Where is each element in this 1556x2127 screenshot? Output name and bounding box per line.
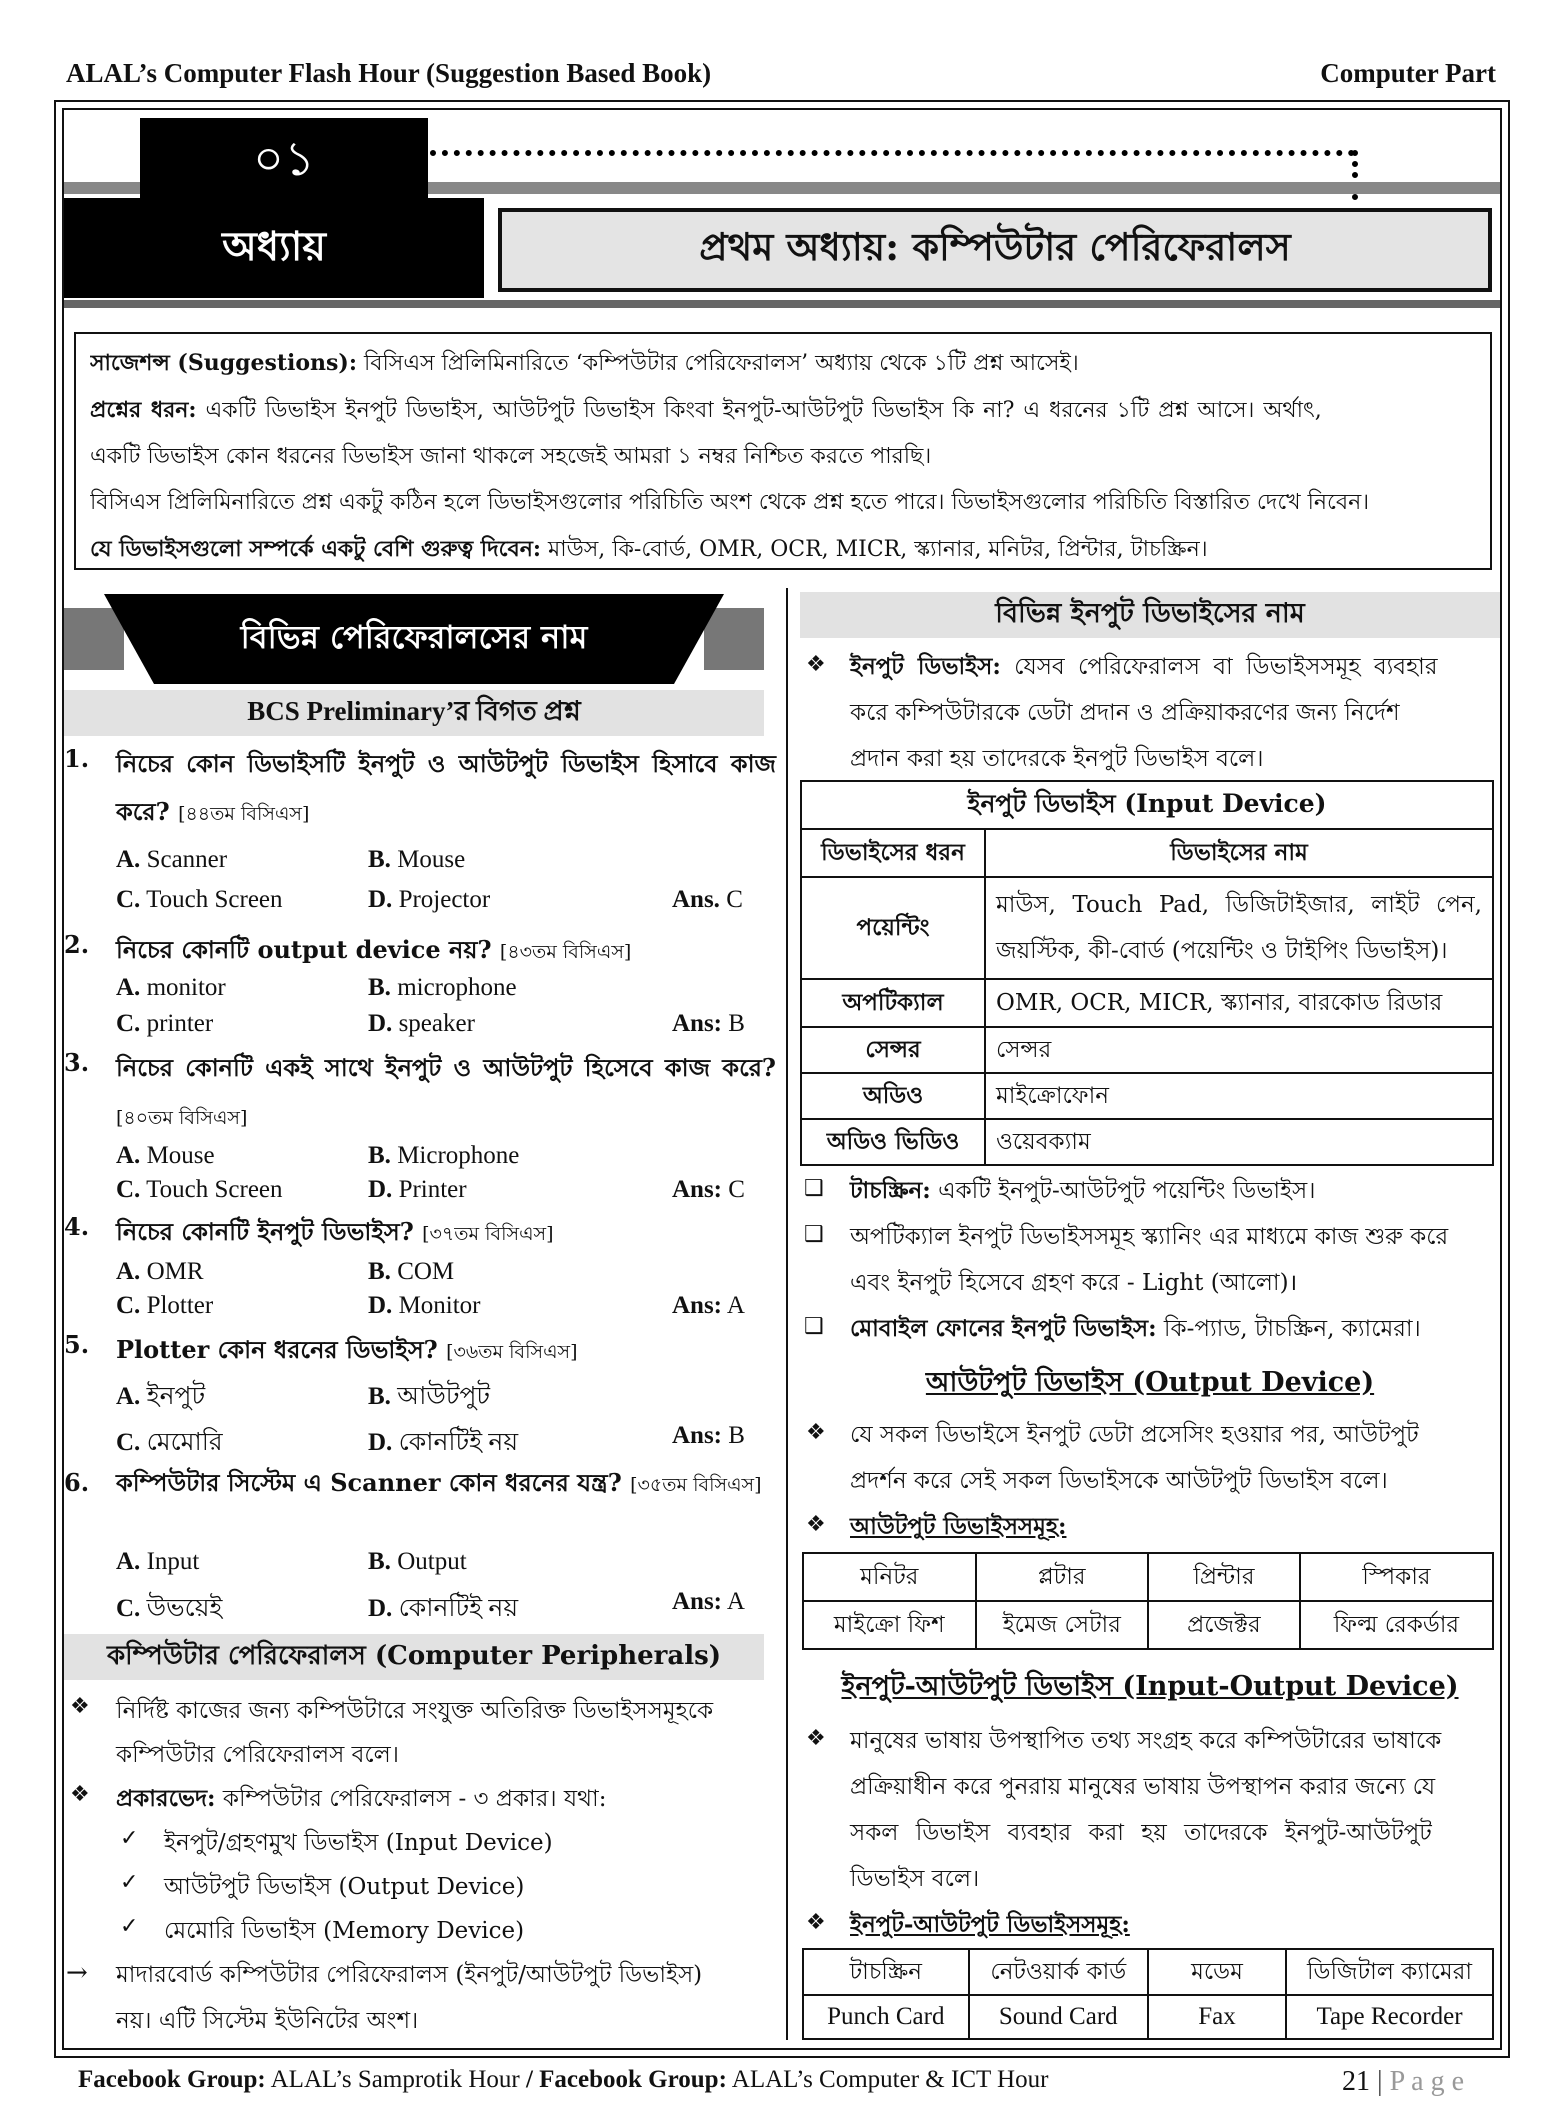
- question-number: 6.: [64, 1468, 90, 1497]
- question-number: 1.: [64, 744, 90, 773]
- check-icon: ✓: [120, 1870, 139, 1895]
- question-1: [64, 740, 774, 840]
- diamond-bullet-icon: ❖: [806, 652, 826, 677]
- option-a: A. Mouse: [116, 1142, 215, 1169]
- question-4: [64, 1208, 774, 1256]
- io-definition-line-4: ডিভাইস বলে।: [850, 1866, 980, 1892]
- diamond-bullet-icon: ❖: [806, 1420, 826, 1445]
- output-device-title: আউটপুট ডিভাইস (Output Device): [925, 1367, 1375, 1398]
- question-type-label: প্রশ্নের ধরন:: [90, 397, 197, 423]
- page-word: P a g e: [1389, 2066, 1464, 2097]
- table-cell: ফিল্ম রেকর্ডার: [1300, 1601, 1493, 1649]
- question-tag: [৪৩তম বিসিএস]: [499, 941, 632, 963]
- table-cell: টাচস্ক্রিন: [803, 1949, 969, 1995]
- suggestion-text: বিসিএস প্রিলিমিনারিতে ‘কম্পিউটার পেরিফেরালস’ অধ্যায় থেকে ১টি প্রশ্ন আসেই।: [356, 351, 1079, 376]
- option-a: A. monitor: [116, 974, 226, 1001]
- table-cell: প্রিন্টার: [1148, 1553, 1300, 1601]
- chapter-title: প্রথম অধ্যায়: কম্পিউটার পেরিফেরালস: [498, 208, 1492, 292]
- table-row: [801, 877, 1493, 979]
- optical-note-line-1: অপটিক্যাল ইনপুট ডিভাইসসমূহ স্ক্যানিং এর মাধ্যমে কাজ শুরু করে: [850, 1224, 1449, 1250]
- table-caption: ইনপুট ডিভাইস (Input Device): [801, 781, 1493, 829]
- touchscreen-note: টাচস্ক্রিন: একটি ইনপুট-আউটপুট পয়েন্টিং ডিভাইস।: [850, 1177, 1316, 1204]
- question-text: কম্পিউটার সিস্টেম এ Scanner কোন ধরনের যন্ত্র? [৩৫তম বিসিএস]: [116, 1468, 762, 1497]
- arrow-right-icon: →: [66, 1958, 88, 1988]
- footer-separator: /: [525, 2066, 533, 2093]
- table-row: [803, 1601, 1493, 1649]
- table-cell: নেটওয়ার্ক কার্ড: [969, 1949, 1148, 1995]
- table-cell: মডেম: [1148, 1949, 1286, 1995]
- suggestions-box: [74, 332, 1492, 570]
- checkbox-bullet-icon: ❑: [804, 1314, 824, 1339]
- table-header-type: ডিভাইসের ধরন: [801, 829, 985, 877]
- table-row: [803, 1553, 1493, 1601]
- option-b: B. microphone: [368, 974, 517, 1001]
- device-names: সেন্সর: [985, 1027, 1493, 1073]
- important-devices-label: যে ডিভাইসগুলো সম্পর্কে একটু বেশি গুরুত্ব দিবেন:: [90, 536, 541, 562]
- io-device-title: ইনপুট-আউটপুট ডিভাইস (Input-Output Device): [841, 1671, 1459, 1702]
- table-cell: Sound Card: [969, 1995, 1148, 2039]
- question-6: [64, 1464, 774, 1540]
- option-c: C. Touch Screen: [116, 1176, 283, 1203]
- answer: Ans: A: [672, 1588, 745, 1615]
- check-icon: ✓: [120, 1826, 139, 1851]
- option-a: A. ইনপুট: [116, 1383, 206, 1410]
- footer-page-number: 21 | P a g e: [1342, 2066, 1464, 2097]
- column-divider: [786, 588, 788, 2040]
- table-cell: মাইক্রো ফিশ: [803, 1601, 976, 1649]
- device-type: অপটিক্যাল: [801, 979, 985, 1027]
- output-definition-line-2: প্রদর্শন করে সেই সকল ডিভাইসকে আউটপুট ডিভাইস বলে।: [850, 1468, 1388, 1494]
- diamond-bullet-icon: ❖: [806, 1512, 826, 1537]
- checkbox-bullet-icon: ❑: [804, 1222, 824, 1247]
- type-input-device: ইনপুট/গ্রহণমুখ ডিভাইস (Input Device): [164, 1830, 553, 1856]
- question-text: নিচের কোনটি ইনপুট ডিভাইস? [৩৭তম বিসিএস]: [116, 1217, 554, 1246]
- question-text: নিচের কোনটি একই সাথে ইনপুট ও আউটপুট হিসেবে কাজ করে? [৪০তম বিসিএস]: [116, 1053, 776, 1129]
- answer: Ans: B: [672, 1422, 745, 1449]
- table-cell: প্লটার: [976, 1553, 1149, 1601]
- footer-group-2: ALAL’s Computer & ICT Hour: [726, 2066, 1049, 2093]
- output-list-title: আউটপুট ডিভাইসসমূহ:: [850, 1513, 1067, 1540]
- table-cell: Tape Recorder: [1286, 1995, 1493, 2039]
- motherboard-note-line-2: নয়। এটি সিস্টেম ইউনিটের অংশ।: [116, 2008, 419, 2034]
- question-tag: [৩৭তম বিসিএস]: [422, 1223, 554, 1245]
- io-device-table: [802, 1948, 1494, 2040]
- table-row: [803, 1995, 1493, 2039]
- question-number: 2.: [64, 930, 90, 959]
- answer: Ans: A: [672, 1292, 745, 1319]
- option-c: C. printer: [116, 1010, 214, 1037]
- option-b: B. আউটপুট: [368, 1383, 491, 1410]
- page-header-title: ALAL’s Computer Flash Hour (Suggestion Based Book): [66, 58, 712, 88]
- input-devices-title: বিভিন্ন ইনপুট ডিভাইসের নাম: [800, 592, 1500, 638]
- footer-label-2: Facebook Group:: [532, 2066, 727, 2093]
- motherboard-note-line-1: মাদারবোর্ড কম্পিউটার পেরিফেরালস (ইনপুট/আউটপুট ডিভাইস): [116, 1962, 703, 1988]
- chapter-band-bottom: [64, 300, 1500, 308]
- question-text: নিচের কোন ডিভাইসটি ইনপুট ও আউটপুট ডিভাইস হিসাবে কাজ করে? [৪৪তম বিসিএস]: [116, 749, 776, 826]
- question-number: 4.: [64, 1212, 90, 1241]
- important-devices-text: মাউস, কি-বোর্ড, OMR, OCR, MICR, স্ক্যানার, মনিটর, প্রিন্টার, টাচস্ক্রিন।: [541, 537, 1208, 562]
- question-5: [64, 1326, 774, 1374]
- suggestion-line-2: [90, 387, 1476, 434]
- device-names: মাইক্রোফোন: [985, 1073, 1493, 1119]
- input-device-definition-line-2: করে কম্পিউটারকে ডেটা প্রদান ও প্রক্রিয়াকরণের জন্য নির্দেশ: [850, 700, 1400, 726]
- question-text: নিচের কোনটি output device নয়? [৪৩তম বিসিএস]: [116, 935, 632, 964]
- table-row: [801, 1073, 1493, 1119]
- option-d: D. Projector: [368, 886, 491, 913]
- question-tag: [৪০তম বিসিএস]: [116, 1107, 248, 1129]
- device-names: OMR, OCR, MICR, স্ক্যানার, বারকোড রিডার: [985, 979, 1493, 1027]
- output-definition-line-1: যে সকল ডিভাইসে ইনপুট ডেটা প্রসেসিং হওয়ার পর, আউটপুট: [850, 1422, 1419, 1448]
- answer: Ans: C: [672, 1176, 745, 1203]
- computer-peripherals-title: কম্পিউটার পেরিফেরালস (Computer Peripherals): [64, 1634, 764, 1680]
- question-tag: [৩৬তম বিসিএস]: [446, 1341, 578, 1363]
- suggestion-line-1: [90, 340, 1476, 387]
- io-definition-line-1: মানুষের ভাষায় উপস্থাপিত তথ্য সংগ্রহ করে কম্পিউটারের ভাষাকে: [850, 1728, 1442, 1754]
- table-cell: Fax: [1148, 1995, 1286, 2039]
- dotted-line: [430, 150, 1355, 156]
- device-names: মাউস, Touch Pad, ডিজিটাইজার, লাইট পেন, জয়স্টিক, কী-বোর্ড (পয়েন্টিং ও টাইপিং ডিভাইস)।: [985, 877, 1493, 979]
- table-row: [801, 1027, 1493, 1073]
- check-icon: ✓: [120, 1914, 139, 1939]
- table-row: [801, 1119, 1493, 1165]
- page-number: 21: [1342, 2066, 1370, 2097]
- checkbox-bullet-icon: ❑: [804, 1176, 824, 1201]
- question-3: [64, 1044, 774, 1144]
- input-device-table: [800, 780, 1494, 1166]
- question-tag: [৩৫তম বিসিএস]: [630, 1474, 762, 1496]
- answer: Ans. C: [672, 886, 743, 913]
- table-cell: Punch Card: [803, 1995, 969, 2039]
- option-d: D. speaker: [368, 1010, 475, 1037]
- diamond-bullet-icon: ❖: [70, 1782, 90, 1807]
- device-type: পয়েন্টিং: [801, 877, 985, 979]
- option-d: D. Printer: [368, 1176, 467, 1203]
- type-memory-device: মেমোরি ডিভাইস (Memory Device): [164, 1918, 525, 1944]
- io-definition-line-2: প্রক্রিয়াধীন করে পুনরায় মানুষের ভাষায় উপস্থাপন করার জন্যে যে: [850, 1774, 1436, 1800]
- question-tag: [৪৪তম বিসিএস]: [178, 803, 310, 825]
- table-header-row: [801, 829, 1493, 877]
- table-row: [803, 1949, 1493, 1995]
- option-c: C. মেমোরি: [116, 1429, 223, 1456]
- question-2: [64, 926, 774, 974]
- option-d: D. Monitor: [368, 1292, 481, 1319]
- option-b: B. Mouse: [368, 846, 466, 873]
- device-names: ওয়েবক্যাম: [985, 1119, 1493, 1165]
- diamond-bullet-icon: ❖: [70, 1694, 90, 1719]
- footer-label-1: Facebook Group:: [78, 2066, 266, 2093]
- option-d: D. কোনটিই নয়: [368, 1595, 519, 1622]
- suggestion-line-3: একটি ডিভাইস কোন ধরনের ডিভাইস জানা থাকলে সহজেই আমরা ১ নম্বর নিশ্চিত করতে পারছি।: [90, 444, 932, 469]
- question-number: 3.: [64, 1048, 90, 1077]
- question-type-text: একটি ডিভাইস ইনপুট ডিভাইস, আউটপুট ডিভাইস কিংবা ইনপুট-আউটপুট ডিভাইস কি না? এ ধরনের ১টি প্রশ্ন আসে। অর্থাৎ,: [196, 398, 1322, 423]
- device-type: সেন্সর: [801, 1027, 985, 1073]
- type-output-device: আউটপুট ডিভাইস (Output Device): [164, 1874, 525, 1900]
- question-text: Plotter কোন ধরনের ডিভাইস? [৩৬তম বিসিএস]: [116, 1335, 578, 1364]
- footer-facebook-groups: [78, 2066, 1048, 2094]
- io-definition-line-3: সকল ডিভাইস ব্যবহার করা হয় তাদেরকে ইনপুট-আউটপুট: [850, 1820, 1432, 1846]
- input-device-definition-line-3: প্রদান করা হয় তাদেরকে ইনপুট ডিভাইস বলে।: [850, 746, 1264, 772]
- table-cell: মনিটর: [803, 1553, 976, 1601]
- option-c: C. Touch Screen: [116, 886, 283, 913]
- peripherals-definition-line-2: কম্পিউটার পেরিফেরালস বলে।: [116, 1742, 399, 1768]
- mobile-input-note: মোবাইল ফোনের ইনপুট ডিভাইস: কি-প্যাড, টাচস্ক্রিন, ক্যামেরা।: [850, 1315, 1421, 1342]
- option-a: A. OMR: [116, 1258, 204, 1285]
- suggestion-line-5: [90, 526, 1476, 573]
- diamond-bullet-icon: ❖: [806, 1910, 826, 1935]
- table-caption-row: [801, 781, 1493, 829]
- peripherals-types-line: প্রকারভেদ: কম্পিউটার পেরিফেরালস - ৩ প্রকার। যথা:: [116, 1785, 607, 1812]
- peripherals-definition-line-1: নির্দিষ্ট কাজের জন্য কম্পিউটারে সংযুক্ত অতিরিক্ত ডিভাইসসমূহকে: [116, 1698, 714, 1724]
- table-cell: ইমেজ সেটার: [976, 1601, 1149, 1649]
- option-b: B. Microphone: [368, 1142, 520, 1169]
- table-cell: প্রজেক্টর: [1148, 1601, 1300, 1649]
- bcs-questions-title: BCS Preliminary’র বিগত প্রশ্ন: [64, 690, 764, 736]
- optical-note-line-2: এবং ইনপুট হিসেবে গ্রহণ করে - Light (আলো)।: [850, 1270, 1298, 1296]
- table-cell: ডিজিটাল ক্যামেরা: [1286, 1949, 1493, 1995]
- io-list-title: ইনপুট-আউটপুট ডিভাইসসমূহ:: [850, 1911, 1130, 1938]
- suggestion-label: সাজেশন্স (Suggestions):: [90, 350, 357, 376]
- option-c: C. Plotter: [116, 1292, 214, 1319]
- question-number: 5.: [64, 1330, 90, 1359]
- answer: Ans: B: [672, 1010, 745, 1037]
- page-header-part: Computer Part: [1320, 58, 1496, 88]
- option-b: B. Output: [368, 1548, 467, 1575]
- option-a: A. Input: [116, 1548, 200, 1575]
- option-b: B. COM: [368, 1258, 455, 1285]
- option-c: C. উভয়েই: [116, 1595, 223, 1622]
- table-cell: স্পিকার: [1300, 1553, 1493, 1601]
- ribbon-title: বিভিন্ন পেরিফেরালসের নাম: [240, 618, 588, 656]
- device-type: অডিও: [801, 1073, 985, 1119]
- option-d: D. কোনটিই নয়: [368, 1429, 519, 1456]
- diamond-bullet-icon: ❖: [806, 1726, 826, 1751]
- footer-group-1: ALAL’s Samprotik Hour: [265, 2066, 526, 2093]
- chapter-number: ০১: [140, 118, 428, 206]
- table-row: [801, 979, 1493, 1027]
- output-device-table: [802, 1552, 1494, 1650]
- option-a: A. Scanner: [116, 846, 228, 873]
- suggestion-line-4: বিসিএস প্রিলিমিনারিতে প্রশ্ন একটু কঠিন হলে ডিভাইসগুলোর পরিচিতি অংশ থেকে প্রশ্ন হতে পারে। ডিভাইসগুলোর পরিচিতি বিস্তারিত দেখে নিবেন।: [90, 490, 1370, 515]
- chapter-label: অধ্যায়: [64, 198, 484, 298]
- table-header-name: ডিভাইসের নাম: [985, 829, 1493, 877]
- device-type: অডিও ভিডিও: [801, 1119, 985, 1165]
- input-device-definition-line-1: ইনপুট ডিভাইস: যেসব পেরিফেরালস বা ডিভাইসসমূহ ব্যবহার: [850, 653, 1438, 680]
